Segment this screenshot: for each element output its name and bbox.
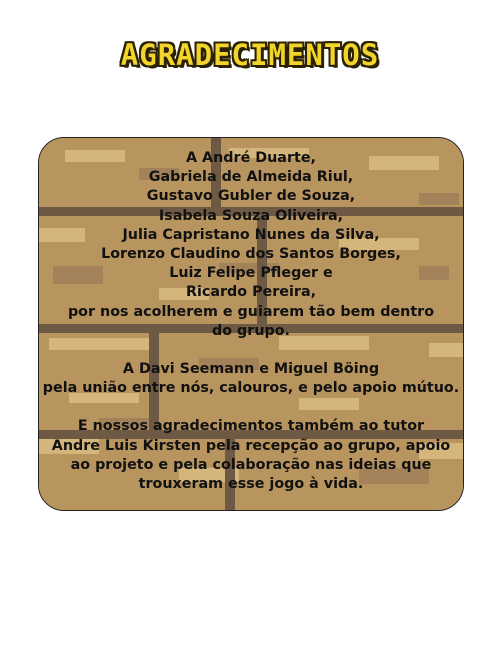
- ack-line: Julia Capristano Nunes da Silva,: [122, 226, 380, 243]
- ack-line: A André Duarte,: [186, 150, 316, 166]
- ack-line: Gustavo Gubler de Souza,: [146, 188, 356, 205]
- ack-line: A Davi Seemann e Miguel Böing: [122, 361, 380, 378]
- ack-line: por nos acolherem e guiarem tão bem dentro: [67, 303, 435, 320]
- ack-line: Andre Luis Kirsten pela recepção ao grupo, apoio: [51, 437, 451, 454]
- ack-line: pela união entre nós, calouros, e pelo apoio mútuo.: [42, 380, 460, 397]
- ack-line: trouxeram esse jogo à vida.: [138, 476, 364, 493]
- acknowledgement-text: [39, 149, 463, 494]
- ack-line: Isabela Souza Oliveira,: [158, 207, 344, 224]
- ack-line: Ricardo Pereira,: [185, 284, 317, 301]
- ack-line: ao projeto e pela colaboração nas ideias que: [70, 456, 432, 473]
- ack-line: Luiz Felipe Pfleger e: [169, 265, 333, 282]
- ack-line: E nossos agradecimentos também ao tutor: [77, 418, 425, 435]
- ack-line: do grupo.: [212, 322, 290, 339]
- wooden-plank-panel: [38, 137, 464, 511]
- ack-line: Gabriela de Almeida Riul,: [148, 169, 354, 186]
- page-title: AGRADECIMENTOS: [120, 38, 380, 72]
- ack-line: Lorenzo Claudino dos Santos Borges,: [101, 246, 401, 263]
